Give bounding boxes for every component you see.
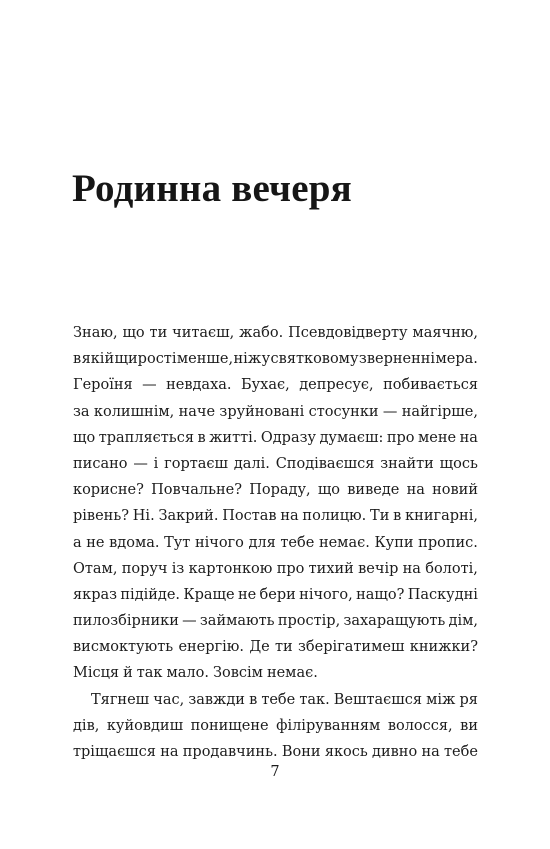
word: на [459,429,478,446]
text-line [73,634,478,660]
word: ти [149,325,168,341]
chapter-title: Родинна вечеря [72,167,352,210]
word: дивно [372,744,418,760]
word: Вони [281,744,321,760]
word: на [160,744,179,760]
word: ніж [233,351,262,368]
word: Краще [183,586,235,603]
text-line [73,346,478,372]
word: на [402,560,421,577]
word: Бухає, [240,377,290,394]
word: новий [432,482,478,499]
word: простір, [277,613,341,630]
word: корисне? [73,482,144,499]
word: гортаєш [164,455,229,472]
word: Одразу [260,429,317,446]
word: що [73,429,96,446]
word: немає. [318,534,370,551]
word: виведе [347,482,400,499]
word: бери [259,586,296,603]
word: депресує, [299,377,374,394]
word: Ні. [132,508,155,525]
word: картонкою [188,560,273,577]
word: тріщаєшся [73,744,156,760]
word: жабо. [239,325,284,341]
word: якраз [73,586,118,603]
word: думаєш: [319,429,384,446]
word: Місця [73,665,120,682]
word: побивається [383,377,478,394]
word: висмоктують [73,639,174,656]
word: на [406,482,425,499]
word: Знаю, [73,325,118,341]
chapter-body-text [73,320,478,765]
word: у [261,351,271,368]
word: щирості [114,351,177,368]
word: Ти [370,508,390,525]
word: менше, [176,351,234,368]
word: філіруванням [276,717,381,734]
word: — [133,455,148,472]
word: пилозбірники [73,613,179,630]
word: зберігатимеш [298,639,405,656]
page-number: 7 [270,764,280,780]
text-line [73,660,478,686]
word: житті. [209,429,258,446]
word: ви [460,717,478,734]
word: ти [275,639,293,656]
word: а [73,534,82,551]
word: що [122,325,145,341]
word: мало. [166,665,209,682]
word: на [280,508,299,525]
word: знайти [380,455,434,472]
word: книжки? [409,639,478,656]
word: дів, [73,717,100,734]
word: нащо? [356,586,405,603]
text-line [73,399,478,425]
word: стосунки [308,403,379,420]
word: понищене [190,717,269,734]
word: Пораду, [249,482,311,499]
word: в [249,691,258,708]
text-line [73,425,478,451]
word: далі. [233,455,270,472]
word: Тут [164,534,191,551]
word: невдаха. [166,377,232,394]
text-line [73,556,478,582]
word: немає. [266,665,318,682]
word: — [382,403,398,420]
word: не [237,586,257,603]
text-line [73,530,478,556]
word: Героїня [73,377,133,394]
word: якось [324,744,368,760]
word: час, [153,691,185,708]
word: писано [73,455,128,472]
word: між [426,691,456,708]
word: наче [178,403,216,420]
word: й [123,665,133,682]
word: Паскудні [407,586,478,603]
word: книгарні, [405,508,478,525]
word: Постав [222,508,277,525]
word: Зовсім [212,665,263,682]
word: Тягнеш [91,691,150,708]
text-line [73,713,478,739]
text-line [73,582,478,608]
text-line [73,503,478,529]
word: ря [459,691,478,708]
word: найгірше, [401,403,478,420]
word: зверненні [358,351,436,368]
text-line [73,608,478,634]
word: на [421,744,440,760]
text-line [73,687,478,713]
word: що [317,482,341,499]
word: зруйновані [219,403,305,420]
word: маячню, [412,325,478,341]
word: Сподіваєшся [275,455,375,472]
word: захаращують [343,613,446,630]
word: тебе [261,691,296,708]
word: Закрий. [158,508,219,525]
word: тебе [444,744,478,760]
word: святковому [270,351,359,368]
word: Повчальне? [151,482,243,499]
word: в [197,429,206,446]
word: Купи [374,534,414,551]
word: про [276,560,305,577]
word: — [182,613,197,630]
word: трапляється [98,429,194,446]
text-line [73,477,478,503]
word: тихий [308,560,354,577]
word: вдома. [109,534,160,551]
text-line [73,320,478,346]
word: і [153,455,159,472]
word: енергію. [178,639,245,656]
word: читаєш, [172,325,235,341]
word: нічого [194,534,244,551]
word: в [73,351,82,368]
word: колишнім, [93,403,175,420]
word: куйовдиш [106,717,184,734]
word: болоті, [425,560,478,577]
word: продавчинь. [182,744,278,760]
word: завжди [188,691,245,708]
word: так. [299,691,330,708]
word: про [386,429,415,446]
word: поруч [121,560,168,577]
text-line [73,372,478,398]
word: тебе [280,534,315,551]
word: рівень? [73,508,129,525]
word: для [248,534,276,551]
word: дім, [448,613,478,630]
word: не [86,534,105,551]
word: займають [199,613,275,630]
word: мене [418,429,457,446]
word: мера. [435,351,478,368]
word: в [393,508,402,525]
word: Де [249,639,270,656]
word: підійде. [120,586,181,603]
word: полицю. [302,508,367,525]
text-line [73,451,478,477]
word: так [136,665,163,682]
word: волосся, [387,717,453,734]
word: за [73,403,90,420]
word: пропис. [418,534,478,551]
word: вечір [358,560,399,577]
word: — [142,377,157,394]
word: Вештаєшся [333,691,423,708]
word: нічого, [299,586,353,603]
word: Псевдовідверту [288,325,408,341]
word: із [171,560,185,577]
word: Отам, [73,560,118,577]
word: щось [439,455,478,472]
word: якій [81,351,115,368]
